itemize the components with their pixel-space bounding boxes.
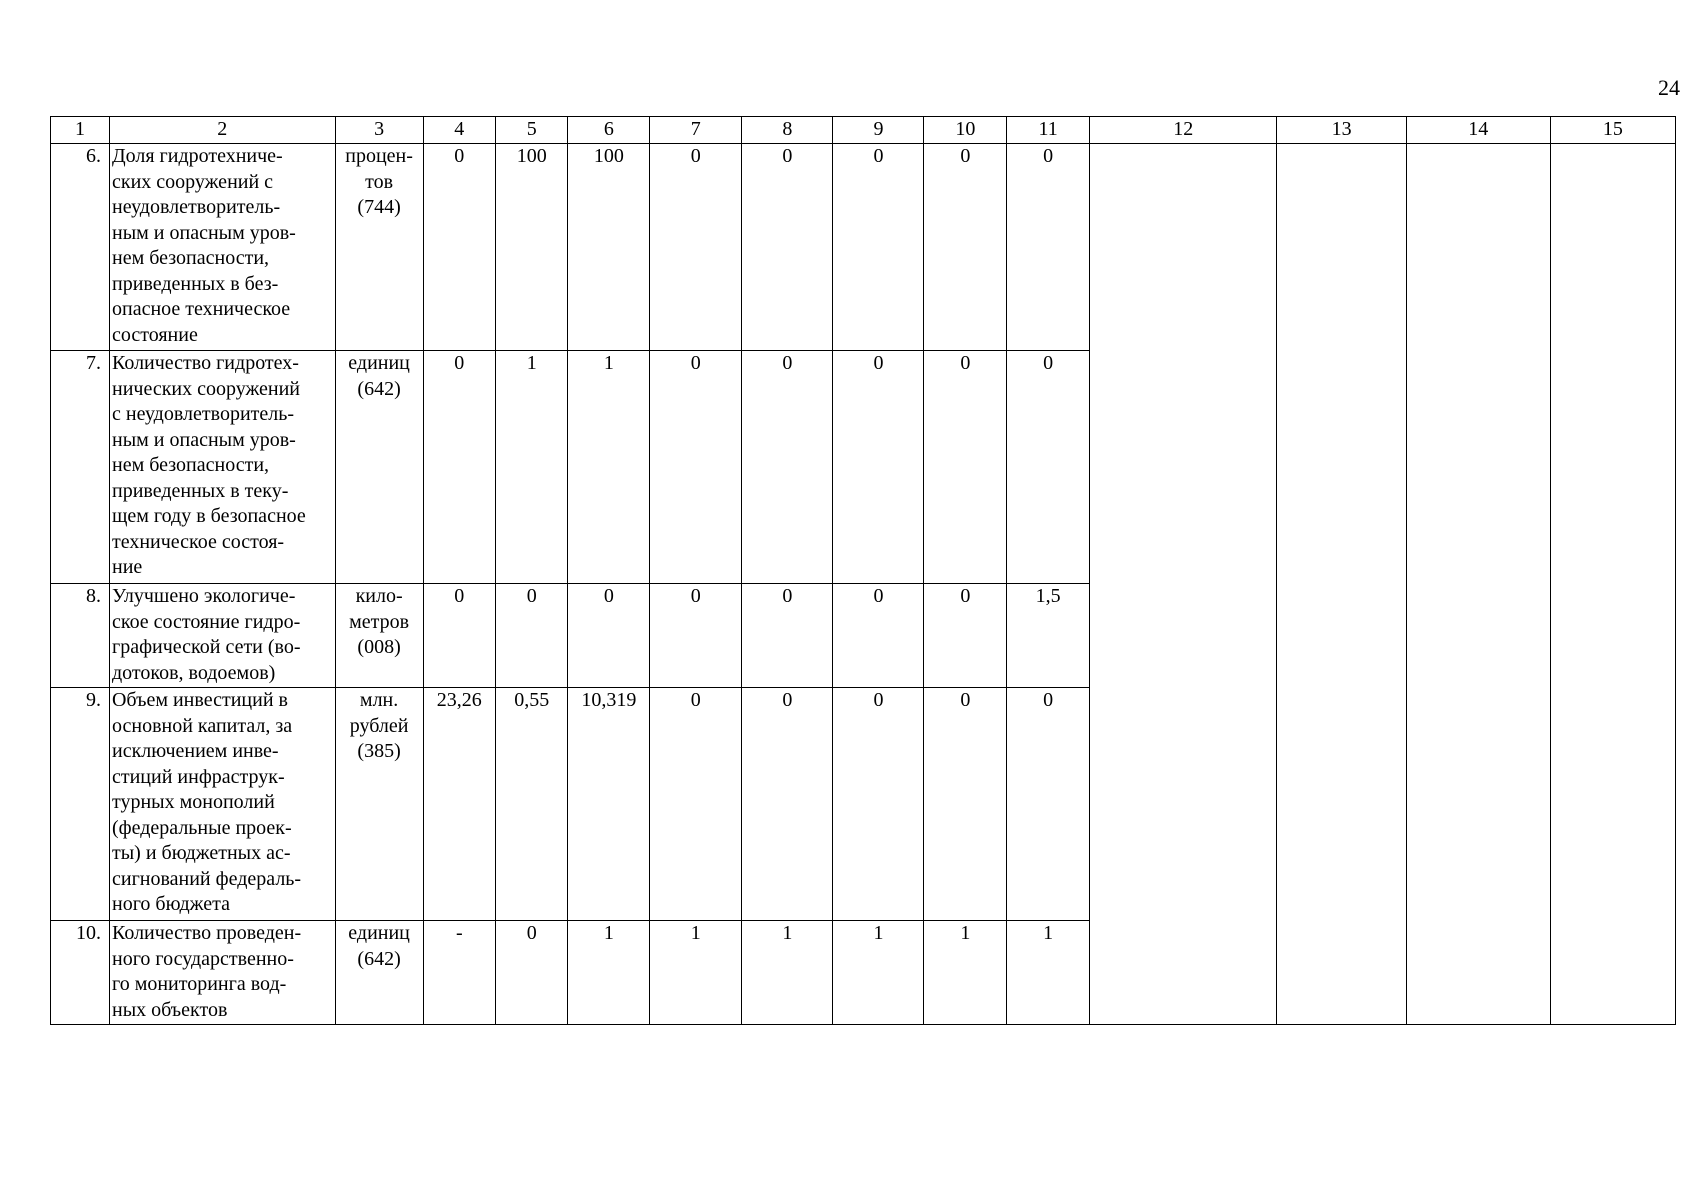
indicator-name-cell: Объем инвестиций в основной капитал, за исключением инве- стиций инфраструк- турных монополий (федеральные проек- ты) и бюджетных ас- сигнований федераль- ного бюджета [109, 688, 335, 921]
unit-cell: кило- метров (008) [335, 584, 423, 688]
page-number: 24 [1658, 75, 1680, 100]
column-header: 14 [1406, 117, 1550, 144]
value-cell: 0 [833, 584, 924, 688]
value-cell: 1 [833, 921, 924, 1025]
value-cell: 0 [1007, 351, 1090, 584]
empty-column-cell [1406, 144, 1550, 1025]
unit-cell: единиц (642) [335, 921, 423, 1025]
value-cell: 1 [650, 921, 742, 1025]
unit-cell: процен- тов (744) [335, 144, 423, 351]
value-cell: 0 [924, 584, 1007, 688]
column-number-row [51, 117, 1676, 144]
value-cell: 0 [568, 584, 650, 688]
value-cell: 0 [650, 584, 742, 688]
value-cell: 23,26 [423, 688, 495, 921]
value-cell: 1 [568, 921, 650, 1025]
column-header: 4 [423, 117, 495, 144]
row-number-cell: 8. [51, 584, 110, 688]
indicator-table [50, 116, 1676, 1025]
column-header: 11 [1007, 117, 1090, 144]
value-cell: 1 [924, 921, 1007, 1025]
value-cell: 1,5 [1007, 584, 1090, 688]
empty-column-cell [1090, 144, 1277, 1025]
value-cell: 100 [568, 144, 650, 351]
column-header: 15 [1550, 117, 1675, 144]
indicator-name-cell: Доля гидротехниче- ских сооружений с неудовлетворитель- ным и опасным уров- нем безопасности, приведенных в без- опасное техническое состояние [109, 144, 335, 351]
value-cell: 0 [742, 688, 833, 921]
column-header: 12 [1090, 117, 1277, 144]
value-cell: 0 [742, 584, 833, 688]
value-cell: 0 [650, 351, 742, 584]
unit-cell: млн. рублей (385) [335, 688, 423, 921]
value-cell: 0 [1007, 144, 1090, 351]
value-cell: 0 [423, 351, 495, 584]
value-cell: 0 [423, 144, 495, 351]
value-cell: 0 [833, 688, 924, 921]
indicator-name-cell: Количество проведен- ного государственно- го мониторинга вод- ных объектов [109, 921, 335, 1025]
indicator-name-cell: Улучшено экологиче- ское состояние гидро- графической сети (во- дотоков, водоемов) [109, 584, 335, 688]
value-cell: 0 [742, 351, 833, 584]
column-header: 2 [109, 117, 335, 144]
value-cell: 0 [496, 584, 568, 688]
value-cell: - [423, 921, 495, 1025]
value-cell: 0 [833, 351, 924, 584]
value-cell: 0 [924, 688, 1007, 921]
empty-column-cell [1277, 144, 1406, 1025]
column-header: 9 [833, 117, 924, 144]
row-number-cell: 9. [51, 688, 110, 921]
table-row [51, 144, 1676, 351]
row-number-cell: 6. [51, 144, 110, 351]
row-number-cell: 7. [51, 351, 110, 584]
indicator-name-cell: Количество гидротех- нических сооружений с неудовлетворитель- ным и опасным уров- нем безопасности, приведенных в теку- щем году в безопасное техническое состоя- ние [109, 351, 335, 584]
value-cell: 0 [650, 688, 742, 921]
row-number-cell: 10. [51, 921, 110, 1025]
value-cell: 1 [742, 921, 833, 1025]
column-header: 10 [924, 117, 1007, 144]
column-header: 8 [742, 117, 833, 144]
column-header: 13 [1277, 117, 1406, 144]
column-header: 3 [335, 117, 423, 144]
empty-column-cell [1550, 144, 1675, 1025]
value-cell: 1 [568, 351, 650, 584]
value-cell: 0 [650, 144, 742, 351]
column-header: 7 [650, 117, 742, 144]
value-cell: 0 [1007, 688, 1090, 921]
value-cell: 0,55 [496, 688, 568, 921]
value-cell: 100 [496, 144, 568, 351]
value-cell: 0 [496, 921, 568, 1025]
unit-cell: единиц (642) [335, 351, 423, 584]
value-cell: 0 [833, 144, 924, 351]
value-cell: 0 [924, 351, 1007, 584]
column-header: 1 [51, 117, 110, 144]
value-cell: 1 [1007, 921, 1090, 1025]
value-cell: 0 [742, 144, 833, 351]
value-cell: 1 [496, 351, 568, 584]
value-cell: 0 [423, 584, 495, 688]
column-header: 5 [496, 117, 568, 144]
value-cell: 10,319 [568, 688, 650, 921]
value-cell: 0 [924, 144, 1007, 351]
column-header: 6 [568, 117, 650, 144]
